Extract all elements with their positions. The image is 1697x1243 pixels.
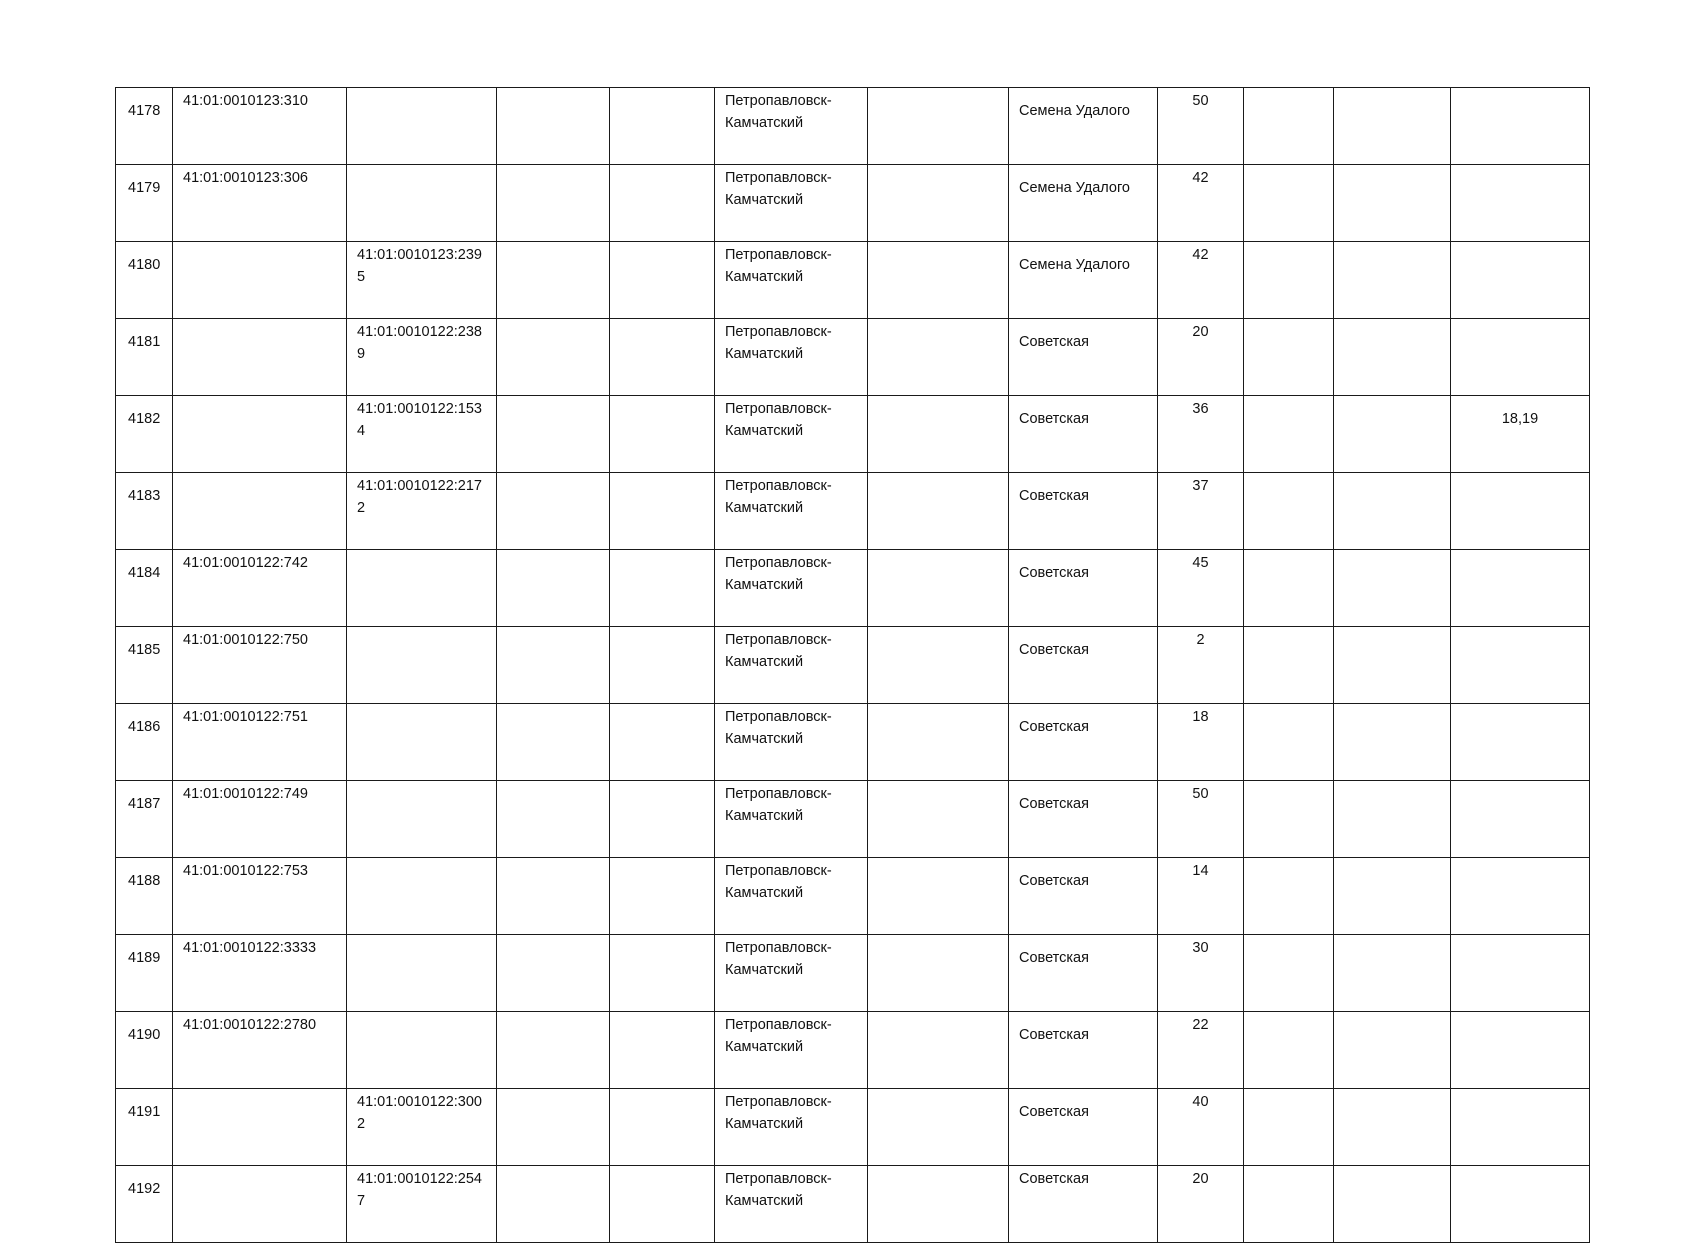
empty-cell (1244, 319, 1334, 396)
city-cell: Петропавловск-Камчатский (715, 1089, 868, 1166)
cadastral-number-alt-cell (347, 550, 497, 627)
row-number: 4185 (116, 627, 173, 704)
street-cell: Советская (1009, 935, 1158, 1012)
row-number: 4179 (116, 165, 173, 242)
empty-cell (497, 1089, 610, 1166)
empty-cell (868, 704, 1009, 781)
street-cell: Советская (1009, 396, 1158, 473)
street-cell: Семена Удалого (1009, 242, 1158, 319)
city-cell: Петропавловск-Камчатский (715, 319, 868, 396)
empty-cell (610, 781, 715, 858)
empty-cell (1334, 88, 1451, 165)
empty-cell (868, 1166, 1009, 1243)
house-number-cell: 2 (1158, 627, 1244, 704)
table-row (116, 1012, 1590, 1089)
house-number-cell: 36 (1158, 396, 1244, 473)
apartment-cell (1451, 165, 1590, 242)
cadastral-number-cell (173, 242, 347, 319)
empty-cell (497, 550, 610, 627)
registry-table (115, 87, 1590, 1243)
empty-cell (610, 88, 715, 165)
empty-cell (1244, 396, 1334, 473)
empty-cell (1334, 550, 1451, 627)
table-row (116, 88, 1590, 165)
apartment-cell (1451, 319, 1590, 396)
street-cell: Советская (1009, 704, 1158, 781)
apartment-cell (1451, 473, 1590, 550)
empty-cell (1334, 319, 1451, 396)
empty-cell (1334, 396, 1451, 473)
cadastral-number-cell: 41:01:0010122:749 (173, 781, 347, 858)
cadastral-number-cell: 41:01:0010122:753 (173, 858, 347, 935)
city-cell: Петропавловск-Камчатский (715, 242, 868, 319)
empty-cell (868, 319, 1009, 396)
empty-cell (610, 1089, 715, 1166)
cadastral-number-alt-cell (347, 935, 497, 1012)
empty-cell (1334, 1089, 1451, 1166)
empty-cell (1244, 1089, 1334, 1166)
empty-cell (497, 627, 610, 704)
empty-cell (1334, 473, 1451, 550)
empty-cell (868, 935, 1009, 1012)
empty-cell (868, 627, 1009, 704)
table-row (116, 165, 1590, 242)
cadastral-number-alt-cell (347, 858, 497, 935)
empty-cell (610, 1166, 715, 1243)
empty-cell (1244, 88, 1334, 165)
row-number: 4190 (116, 1012, 173, 1089)
house-number-cell: 20 (1158, 319, 1244, 396)
cadastral-number-cell (173, 1166, 347, 1243)
table-row (116, 858, 1590, 935)
city-cell: Петропавловск-Камчатский (715, 473, 868, 550)
house-number-cell: 42 (1158, 242, 1244, 319)
empty-cell (1334, 627, 1451, 704)
empty-cell (1334, 1166, 1451, 1243)
empty-cell (610, 1012, 715, 1089)
cadastral-number-cell: 41:01:0010122:3333 (173, 935, 347, 1012)
apartment-cell (1451, 242, 1590, 319)
street-cell: Семена Удалого (1009, 88, 1158, 165)
empty-cell (610, 935, 715, 1012)
apartment-cell (1451, 935, 1590, 1012)
empty-cell (1244, 550, 1334, 627)
house-number-cell: 37 (1158, 473, 1244, 550)
city-cell: Петропавловск-Камчатский (715, 550, 868, 627)
row-number: 4182 (116, 396, 173, 473)
table-row (116, 473, 1590, 550)
house-number-cell: 45 (1158, 550, 1244, 627)
empty-cell (1244, 242, 1334, 319)
house-number-cell: 22 (1158, 1012, 1244, 1089)
empty-cell (868, 781, 1009, 858)
table-row (116, 319, 1590, 396)
empty-cell (1244, 165, 1334, 242)
empty-cell (1244, 1012, 1334, 1089)
street-cell: Советская (1009, 550, 1158, 627)
city-cell: Петропавловск-Камчатский (715, 781, 868, 858)
cadastral-number-cell: 41:01:0010122:751 (173, 704, 347, 781)
apartment-cell: 18,19 (1451, 396, 1590, 473)
city-cell: Петропавловск-Камчатский (715, 627, 868, 704)
cadastral-number-cell (173, 319, 347, 396)
empty-cell (1334, 242, 1451, 319)
cadastral-number-cell (173, 473, 347, 550)
apartment-cell (1451, 704, 1590, 781)
empty-cell (497, 1012, 610, 1089)
empty-cell (868, 242, 1009, 319)
cadastral-number-alt-cell (347, 88, 497, 165)
city-cell: Петропавловск-Камчатский (715, 935, 868, 1012)
city-cell: Петропавловск-Камчатский (715, 704, 868, 781)
apartment-cell (1451, 550, 1590, 627)
empty-cell (497, 473, 610, 550)
row-number: 4178 (116, 88, 173, 165)
row-number: 4192 (116, 1166, 173, 1243)
street-cell: Советская (1009, 1012, 1158, 1089)
empty-cell (1244, 1166, 1334, 1243)
empty-cell (497, 165, 610, 242)
street-cell: Советская (1009, 781, 1158, 858)
empty-cell (1334, 935, 1451, 1012)
house-number-cell: 50 (1158, 781, 1244, 858)
empty-cell (1334, 1012, 1451, 1089)
empty-cell (1334, 781, 1451, 858)
row-number: 4187 (116, 781, 173, 858)
cadastral-number-alt-cell: 41:01:0010122:2389 (347, 319, 497, 396)
cadastral-number-cell (173, 1089, 347, 1166)
street-cell: Советская (1009, 1089, 1158, 1166)
house-number-cell: 20 (1158, 1166, 1244, 1243)
cadastral-number-alt-cell: 41:01:0010122:1534 (347, 396, 497, 473)
cadastral-number-alt-cell: 41:01:0010123:2395 (347, 242, 497, 319)
empty-cell (868, 858, 1009, 935)
empty-cell (1244, 473, 1334, 550)
street-cell: Советская (1009, 473, 1158, 550)
table-row (116, 1089, 1590, 1166)
cadastral-number-cell: 41:01:0010123:306 (173, 165, 347, 242)
empty-cell (868, 165, 1009, 242)
house-number-cell: 30 (1158, 935, 1244, 1012)
cadastral-number-cell: 41:01:0010122:742 (173, 550, 347, 627)
empty-cell (1244, 627, 1334, 704)
table-row (116, 781, 1590, 858)
table-row (116, 550, 1590, 627)
empty-cell (1244, 704, 1334, 781)
empty-cell (610, 242, 715, 319)
city-cell: Петропавловск-Камчатский (715, 396, 868, 473)
row-number: 4191 (116, 1089, 173, 1166)
empty-cell (868, 550, 1009, 627)
cadastral-number-alt-cell: 41:01:0010122:2547 (347, 1166, 497, 1243)
apartment-cell (1451, 1166, 1590, 1243)
empty-cell (868, 88, 1009, 165)
row-number: 4181 (116, 319, 173, 396)
table-row (116, 1166, 1590, 1243)
apartment-cell (1451, 1012, 1590, 1089)
cadastral-number-cell: 41:01:0010122:750 (173, 627, 347, 704)
empty-cell (497, 781, 610, 858)
empty-cell (868, 396, 1009, 473)
empty-cell (1244, 781, 1334, 858)
apartment-cell (1451, 858, 1590, 935)
cadastral-number-alt-cell: 41:01:0010122:2172 (347, 473, 497, 550)
empty-cell (868, 1089, 1009, 1166)
empty-cell (1334, 704, 1451, 781)
row-number: 4188 (116, 858, 173, 935)
house-number-cell: 18 (1158, 704, 1244, 781)
cadastral-number-alt-cell (347, 704, 497, 781)
empty-cell (1244, 858, 1334, 935)
house-number-cell: 14 (1158, 858, 1244, 935)
table-row (116, 242, 1590, 319)
empty-cell (868, 473, 1009, 550)
apartment-cell (1451, 1089, 1590, 1166)
empty-cell (1244, 935, 1334, 1012)
cadastral-number-alt-cell (347, 627, 497, 704)
cadastral-number-cell: 41:01:0010122:2780 (173, 1012, 347, 1089)
cadastral-number-alt-cell (347, 781, 497, 858)
empty-cell (497, 88, 610, 165)
cadastral-number-cell (173, 396, 347, 473)
table-row (116, 627, 1590, 704)
registry-body (116, 88, 1590, 1243)
street-cell: Советская (1009, 858, 1158, 935)
city-cell: Петропавловск-Камчатский (715, 858, 868, 935)
house-number-cell: 50 (1158, 88, 1244, 165)
row-number: 4184 (116, 550, 173, 627)
street-cell: Советская (1009, 1166, 1158, 1243)
empty-cell (497, 242, 610, 319)
cadastral-number-alt-cell: 41:01:0010122:3002 (347, 1089, 497, 1166)
empty-cell (610, 473, 715, 550)
street-cell: Советская (1009, 627, 1158, 704)
empty-cell (610, 319, 715, 396)
cadastral-number-alt-cell (347, 165, 497, 242)
empty-cell (497, 858, 610, 935)
empty-cell (868, 1012, 1009, 1089)
empty-cell (610, 550, 715, 627)
row-number: 4186 (116, 704, 173, 781)
table-row (116, 396, 1590, 473)
cadastral-number-alt-cell (347, 1012, 497, 1089)
city-cell: Петропавловск-Камчатский (715, 88, 868, 165)
apartment-cell (1451, 627, 1590, 704)
empty-cell (610, 396, 715, 473)
empty-cell (610, 165, 715, 242)
city-cell: Петропавловск-Камчатский (715, 1166, 868, 1243)
street-cell: Советская (1009, 319, 1158, 396)
row-number: 4183 (116, 473, 173, 550)
empty-cell (1334, 165, 1451, 242)
empty-cell (610, 704, 715, 781)
city-cell: Петропавловск-Камчатский (715, 165, 868, 242)
street-cell: Семена Удалого (1009, 165, 1158, 242)
apartment-cell (1451, 781, 1590, 858)
empty-cell (610, 627, 715, 704)
empty-cell (497, 935, 610, 1012)
empty-cell (497, 396, 610, 473)
empty-cell (497, 1166, 610, 1243)
house-number-cell: 42 (1158, 165, 1244, 242)
empty-cell (497, 319, 610, 396)
city-cell: Петропавловск-Камчатский (715, 1012, 868, 1089)
table-row (116, 935, 1590, 1012)
empty-cell (497, 704, 610, 781)
table-row (116, 704, 1590, 781)
house-number-cell: 40 (1158, 1089, 1244, 1166)
row-number: 4180 (116, 242, 173, 319)
empty-cell (610, 858, 715, 935)
cadastral-number-cell: 41:01:0010123:310 (173, 88, 347, 165)
empty-cell (1334, 858, 1451, 935)
apartment-cell (1451, 88, 1590, 165)
row-number: 4189 (116, 935, 173, 1012)
